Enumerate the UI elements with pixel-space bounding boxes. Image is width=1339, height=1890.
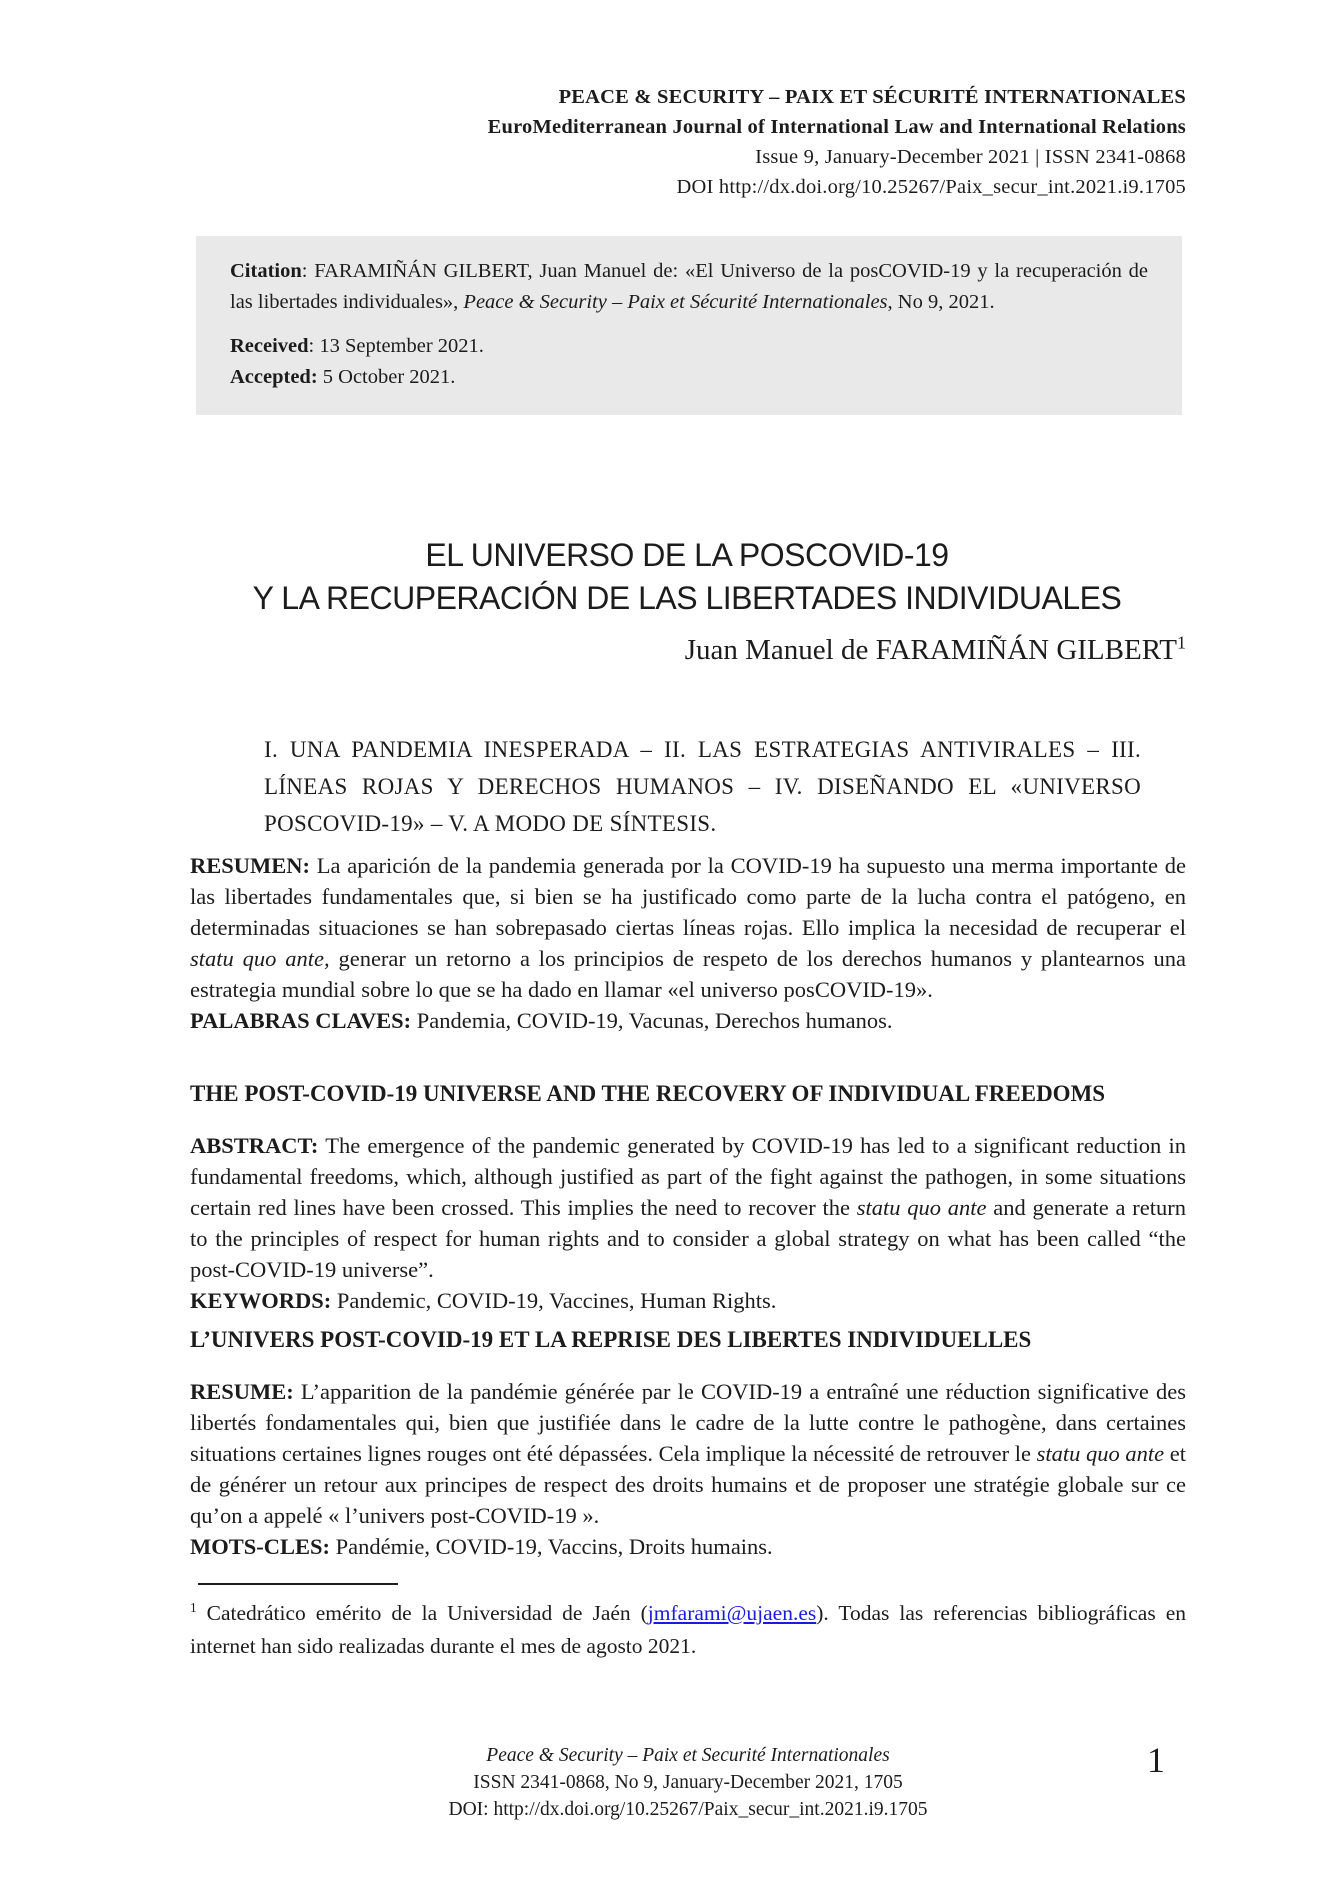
author-name bbox=[190, 634, 1186, 667]
palabras-claves bbox=[190, 1005, 1186, 1036]
footnote-text bbox=[190, 1597, 1186, 1663]
footnote-ref: 1 bbox=[1177, 632, 1186, 653]
resume-section bbox=[190, 1376, 1186, 1562]
text-segment: Accepted: bbox=[230, 366, 318, 388]
abstract-paragraph bbox=[190, 1130, 1186, 1285]
resume-paragraph bbox=[190, 1376, 1186, 1531]
text-segment: RESUMEN: bbox=[190, 853, 311, 878]
citation-text bbox=[230, 256, 1148, 318]
text-segment: ABSTRACT: bbox=[190, 1133, 319, 1158]
page-footer bbox=[190, 1742, 1186, 1823]
text-segment: , No 9, 2021. bbox=[887, 291, 995, 313]
text-segment: Juan Manuel de FARAMIÑÁN GILBERT bbox=[684, 634, 1178, 666]
text-segment: Pandemia, COVID-19, Vacunas, Derechos humanos. bbox=[411, 1008, 893, 1033]
page-number: 1 bbox=[1147, 1740, 1165, 1780]
journal-issue-issn: Issue 9, January-December 2021 | ISSN 2341-0868 bbox=[755, 146, 1186, 168]
text-segment: MOTS-CLES: bbox=[190, 1534, 331, 1559]
article-title-line-2: Y LA RECUPERACIÓN DE LAS LIBERTADES INDIVIDUALES bbox=[252, 580, 1122, 616]
footer-doi-line: DOI: http://dx.doi.org/10.25267/Paix_secur_int.2021.i9.1705 bbox=[448, 1799, 928, 1820]
text-segment: Peace & Security – Paix et Sécurité Internationales bbox=[463, 291, 888, 313]
received-date bbox=[230, 331, 1148, 362]
abstract-section bbox=[190, 1130, 1186, 1316]
text-segment: L’apparition de la pandémie générée par le COVID-19 a entraîné une réduction significative des libertés fondamentales qui, bien que justifiée dans le cadre de la lutte contre le pathogène, dans certaines situations certaines lignes rouges ont été dépassées. Cela implique la nécessité de retrouver le bbox=[190, 1379, 1186, 1466]
footnote-ref: 1 bbox=[190, 1599, 197, 1615]
text-segment: RESUME: bbox=[190, 1379, 294, 1404]
mots-cles bbox=[190, 1531, 1186, 1562]
text-segment: Received bbox=[230, 335, 309, 357]
article-title-line-1: EL UNIVERSO DE LA POSCOVID-19 bbox=[425, 537, 949, 573]
keywords bbox=[190, 1285, 1186, 1316]
article-outline: I. UNA PANDEMIA INESPERADA – II. LAS ESTRATEGIAS ANTIVIRALES – III. LÍNEAS ROJAS Y DERECHOS HUMANOS – IV. DISEÑANDO EL «UNIVERSO POSCOVID-19» – V. A MODO DE SÍNTESIS. bbox=[264, 737, 1141, 836]
text-segment: : FARAMIÑÁN GILBERT, Juan Manuel de: «El Universo de la posCOVID-19 y la recuperación de las libertades individuales», bbox=[230, 260, 1148, 313]
footer-journal-name: Peace & Security – Paix et Securité Internationales bbox=[486, 1745, 890, 1766]
text-segment: ). Todas las referencias bibliográficas en internet han sido realizadas durante el mes de agosto 2021. bbox=[190, 1601, 1186, 1658]
text-segment: and generate a return to the principles of respect for human rights and to consider a global strategy on what has been called “the post-COVID-19 universe”. bbox=[190, 1195, 1187, 1282]
text-segment: Catedrático emérito de la Universidad de Jaén ( bbox=[196, 1601, 648, 1625]
text-segment: : 13 September 2021. bbox=[308, 335, 484, 357]
journal-subtitle: EuroMediterranean Journal of International Law and International Relations bbox=[487, 116, 1186, 138]
footnote-divider bbox=[198, 1583, 398, 1585]
text-segment: statu quo ante bbox=[856, 1195, 987, 1220]
journal-header bbox=[190, 82, 1186, 202]
email-link[interactable]: jmfarami@ujaen.es bbox=[647, 1601, 817, 1625]
footer-issn-line: ISSN 2341-0868, No 9, January-December 2021, 1705 bbox=[473, 1772, 903, 1793]
text-segment: The emergence of the pandemic generated by COVID-19 has led to a significant reduction in fundamental freedoms, which, although justified as part of the fight against the pathogen, in some situations certain red lines have been crossed. This implies the need to recover the bbox=[190, 1133, 1186, 1220]
french-title-heading: L’UNIVERS POST-COVID-19 ET LA REPRISE DES LIBERTES INDIVIDUELLES bbox=[190, 1327, 1032, 1352]
journal-doi: DOI http://dx.doi.org/10.25267/Paix_secur_int.2021.i9.1705 bbox=[676, 176, 1186, 198]
accepted-date bbox=[230, 362, 1148, 393]
text-segment: La aparición de la pandemia generada por la COVID-19 ha supuesto una merma importante de las libertades fundamentales que, si bien se ha justificado como parte de la lucha contra el patógeno, en determinadas situaciones se han sobrepasado ciertas líneas rojas. Ello implica la necesidad de recuperar el bbox=[190, 853, 1186, 940]
resumen-paragraph bbox=[190, 850, 1186, 1005]
text-segment: generar un retorno a los principios de respeto de los derechos humanos y plantearnos una estrategia mundial sobre lo que se ha dado en llamar «el universo posCOVID-19». bbox=[190, 946, 1186, 1002]
text-segment: Pandémie, COVID-19, Vaccins, Droits humains. bbox=[330, 1534, 773, 1559]
text-segment: Citation bbox=[230, 260, 302, 282]
journal-title: PEACE & SECURITY – PAIX ET SÉCURITÉ INTERNATIONALES bbox=[558, 86, 1186, 108]
citation-box bbox=[196, 236, 1182, 415]
resumen-section bbox=[190, 850, 1186, 1036]
english-title-heading: THE POST-COVID-19 UNIVERSE AND THE RECOVERY OF INDIVIDUAL FREEDOMS bbox=[190, 1081, 1106, 1106]
text-segment: 5 October 2021. bbox=[317, 366, 456, 388]
text-segment: PALABRAS CLAVES: bbox=[190, 1008, 412, 1033]
text-segment: KEYWORDS: bbox=[190, 1288, 332, 1313]
article-title bbox=[35, 534, 1339, 620]
text-segment: et de générer un retour aux principes de respect des droits humains et de proposer une stratégie globale sur ce qu’on a appelé « l’univers post-COVID-19 ». bbox=[190, 1441, 1186, 1528]
text-segment: statu quo ante, bbox=[190, 946, 330, 971]
text-segment: statu quo ante bbox=[1036, 1441, 1165, 1466]
text-segment: Pandemic, COVID-19, Vaccines, Human Rights. bbox=[331, 1288, 777, 1313]
